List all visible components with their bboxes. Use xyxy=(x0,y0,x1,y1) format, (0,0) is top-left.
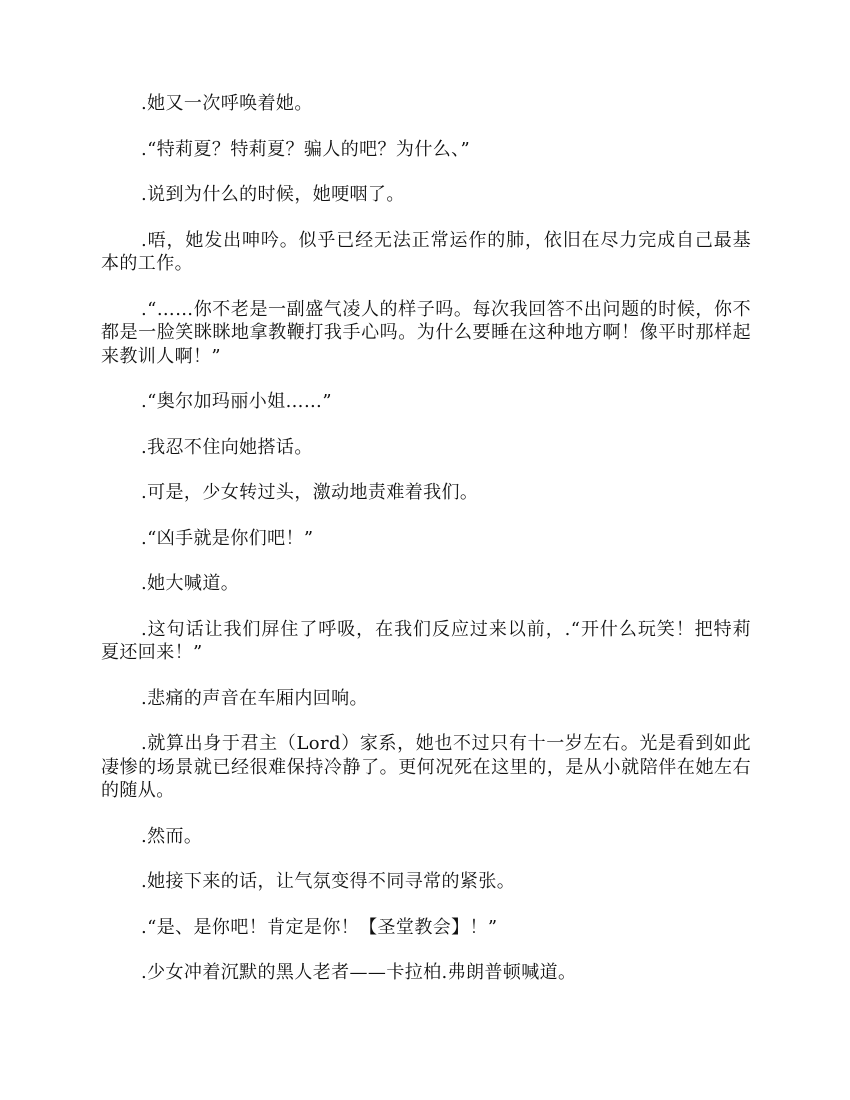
paragraph: .“凶手就是你们吧！” xyxy=(141,527,314,549)
paragraph: .这句话让我们屏住了呼吸，在我们反应过来以前，.“开什么玩笑！把特莉夏还回来！” xyxy=(101,618,751,663)
paragraph: .悲痛的声音在车厢内回响。 xyxy=(141,687,368,709)
paragraph: .“特莉夏？特莉夏？骗人的吧？为什么、” xyxy=(141,138,471,160)
paragraph: .少女冲着沉默的黑人老者——卡拉柏.弗朗普顿喊道。 xyxy=(141,962,577,983)
paragraph: .她接下来的话，让气氛变得不同寻常的紧张。 xyxy=(141,871,516,892)
paragraph: .可是，少女转过头，激动地责难着我们。 xyxy=(141,482,479,503)
paragraph: .“……你不老是一副盛气凌人的样子吗。每次我回答不出问题的时候，你不都是一脸笑眯眯地拿教鞭打我手心吗。为什么要睡在这种地方啊！像平时那样起来教训人啊！” xyxy=(101,298,751,367)
paragraph: .她又一次呼唤着她。 xyxy=(141,93,313,114)
document-body xyxy=(101,92,751,1007)
paragraph: .唔，她发出呻吟。似乎已经无法正常运作的肺，依旧在尽力完成自己最基本的工作。 xyxy=(101,229,751,274)
paragraph: .我忍不住向她搭话。 xyxy=(141,436,313,458)
paragraph: .“奥尔加玛丽小姐……” xyxy=(141,391,332,412)
paragraph: .“是、是你吧！肯定是你！【圣堂教会】！” xyxy=(141,916,498,938)
paragraph: .她大喊道。 xyxy=(141,573,240,594)
paragraph: .然而。 xyxy=(141,825,203,847)
paragraph: .就算出身于君主（Lord）家系，她也不过只有十一岁左右。光是看到如此凄惨的场景就已经很难保持冷静了。更何况死在这里的，是从小就陪伴在她左右的随从。 xyxy=(101,733,751,801)
paragraph: .说到为什么的时候，她哽咽了。 xyxy=(141,184,405,205)
